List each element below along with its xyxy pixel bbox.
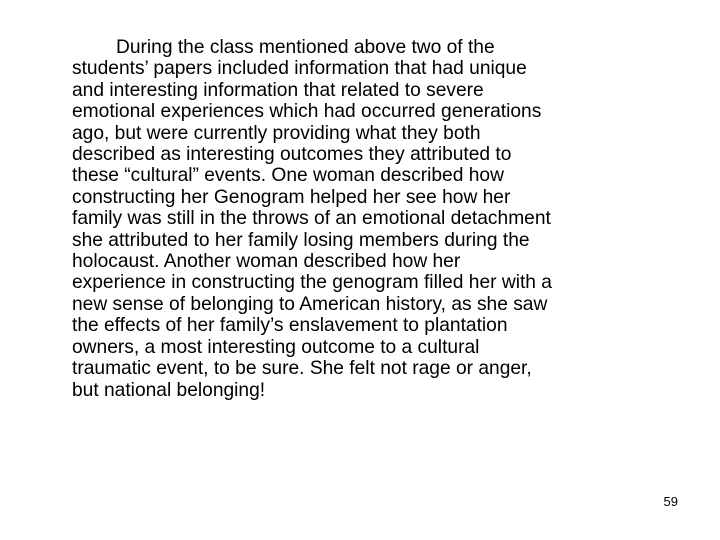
paragraph-line: During the class mentioned above two of the: [116, 37, 495, 58]
paragraph-line: but national belonging!: [72, 379, 266, 401]
paragraph-line: she attributed to her family losing members during the: [72, 229, 530, 251]
paragraph-line: the effects of her family’s enslavement to plantation: [72, 315, 508, 337]
paragraph-line: experience in constructing the genogram filled her with a: [72, 272, 552, 294]
paragraph-line: holocaust. Another woman described how her: [72, 251, 461, 273]
paragraph-line: these “cultural” events. One woman described how: [72, 165, 504, 187]
body-paragraph: [72, 37, 712, 401]
paragraph-line: students’ papers included information that had unique: [72, 58, 527, 80]
paragraph-line: described as interesting outcomes they attributed to: [72, 144, 512, 166]
paragraph-line: owners, a most interesting outcome to a cultural: [72, 336, 480, 358]
paragraph-line: family was still in the throws of an emotional detachment: [72, 208, 551, 230]
paragraph-line: and interesting information that related to severe: [72, 79, 484, 101]
paragraph-line: constructing her Genogram helped her see how her: [72, 186, 511, 208]
paragraph-line: new sense of belonging to American history, as she saw: [72, 293, 548, 315]
paragraph-line: traumatic event, to be sure. She felt not rage or anger,: [72, 358, 532, 380]
page-number: 59: [663, 494, 678, 509]
paragraph-line: ago, but were currently providing what they both: [72, 122, 481, 144]
paragraph-line: emotional experiences which had occurred generations: [72, 101, 542, 123]
